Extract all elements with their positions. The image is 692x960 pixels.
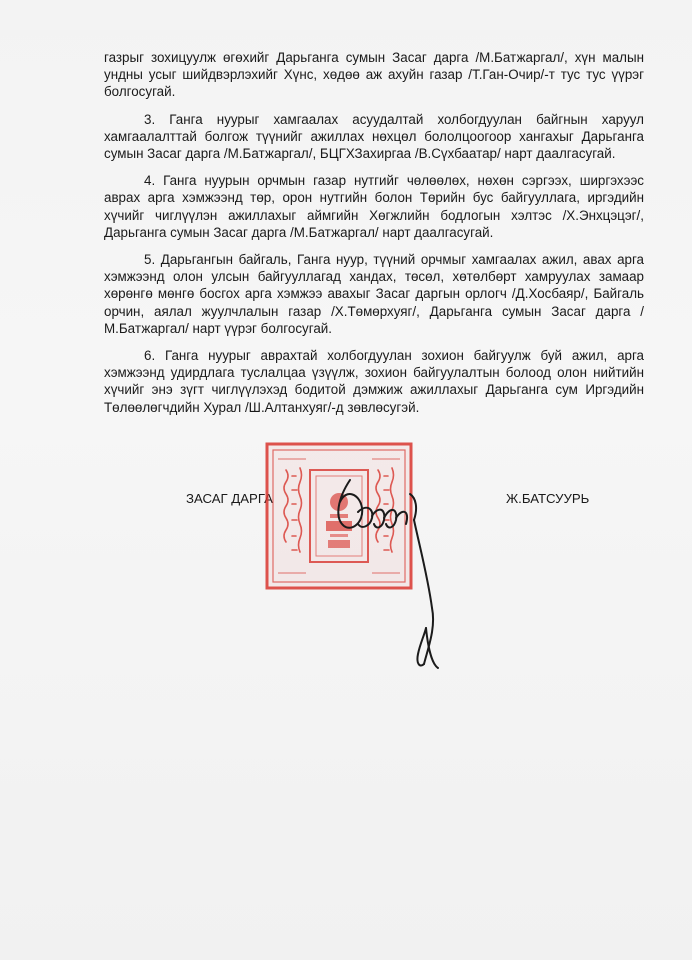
signatory-name: Ж.БАТСУУРЬ: [506, 491, 590, 506]
paragraph-5: 5. Дарьгангын байгаль, Ганга нуур, түүний орчмыг хамгаалах ажил, авах арга хэмжээнд олон улсын байгууллагад хандах, төсөл, хөтөлбөрт хамруулах замаар хөрөнгө мөнгө босгох арга хэмжээ авахыг Засаг даргын орлогч /Д.Хосбаяр/, Байгаль орчин, аялал жуулчлалын газар /Х.Төмөрхуяг/, Дарьганга сумын Засаг дарга /М.Батжаргал/ нарт үүрэг болгосугай.: [104, 252, 644, 336]
signatory-title: ЗАСАГ ДАРГА: [186, 491, 273, 506]
paragraph-6: 6. Ганга нуурыг аврахтай холбогдуулан зохион байгуулж буй ажил, арга хэмжээнд удирдлага туслалцаа үзүүлж, зохион байгуулалтын болоод олон нийтийн хүчийг энэ зүгт чиглүүлэхэд бодитой дэмжиж ажиллахыг Дарьганга сум Иргэдийн Төлөөлөгчдийн Хурал /Ш.Алтанхуяг/-д зөвлөсугэй.: [104, 348, 644, 415]
handwritten-signature-icon: [328, 468, 448, 673]
paragraph-continuation: газрыг зохицуулж өгөхийг Дарьганга сумын Засаг дарга /М.Батжаргал/, хүн малын ундны усыг шийдвэрлэхийг Хүнс, хөдөө аж ахуйн газар /Т.Ган-Очир/-т тус тус үүрэг болгосугай.: [104, 50, 644, 100]
paragraph-4: 4. Ганга нуурын орчмын газар нутгийг чөлөөлөх, нөхөн сэргээх, ширгэхээс аврах арга хэмжээнд төр, орон нутгийн болон Төрийн бус байгууллага, иргэдийн хүчийг чиглүүлэн ажиллахыг аймгийн Хөгжлийн бодлогын хэлтэс /Х.Энхцэцэг/, Дарьганга сумын Засаг дарга /М.Батжаргал/ нарт даалгасугай.: [104, 173, 644, 240]
document-body: [104, 49, 644, 426]
paragraph-3: 3. Ганга нуурыг хамгаалах асуудалтай холбогдуулан байгнын харуул хамгаалалттай болгож түүнийг ажиллах нөхцөл бололцоогоор хангахыг Дарьганга сумын Засаг дарга /М.Батжаргал/, БЦГХЗахиргаа /В.Сүхбаатар/ нарт даалгасугай.: [104, 111, 644, 162]
